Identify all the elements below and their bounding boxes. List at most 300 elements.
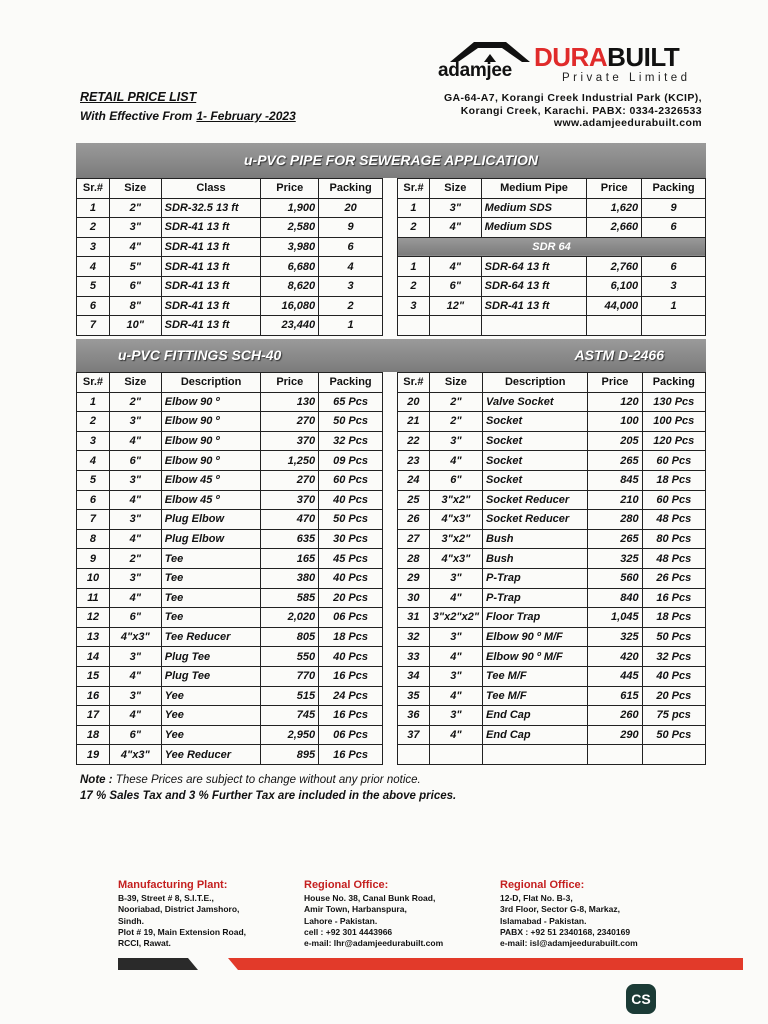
footer-line: Amir Town, Harbanspura, [304, 904, 407, 915]
table-cell: 6 [77, 296, 110, 316]
column-header: Size [109, 179, 161, 199]
column-header: Sr.# [77, 179, 110, 199]
table-cell: Yee Reducer [161, 745, 261, 765]
table-cell: 4"x3" [429, 510, 482, 530]
table-cell: 6" [429, 276, 481, 296]
table-cell: 130 Pcs [642, 392, 705, 412]
table-cell: 2,660 [587, 218, 642, 238]
table-row [398, 588, 706, 608]
table-cell: 4" [109, 706, 161, 726]
table-cell: Tee [161, 588, 261, 608]
table-cell: 270 [261, 412, 319, 432]
table-cell: 12 [77, 608, 110, 628]
table-cell: 3" [429, 431, 482, 451]
camscanner-badge-icon: CS [626, 984, 656, 1014]
table-row [398, 316, 706, 336]
table-cell: 2" [109, 198, 161, 218]
table-cell: 515 [261, 686, 319, 706]
table-cell: 3,980 [261, 237, 319, 257]
table-row [398, 392, 706, 412]
table-cell: Tee M/F [483, 666, 588, 686]
table-cell: 5" [109, 257, 161, 277]
table-cell: Elbow 90 º [161, 451, 261, 471]
table-header-row [77, 179, 383, 199]
table-cell: 100 Pcs [642, 412, 705, 432]
footer-line: PABX : +92 51 2340168, 2340169 [500, 926, 631, 937]
address-website: www.adamjeedurabuilt.com [553, 117, 702, 129]
table-cell: 9 [642, 198, 706, 218]
table-cell: 1,620 [587, 198, 642, 218]
table-cell: 4" [109, 529, 161, 549]
table-row [77, 647, 383, 667]
table-cell: 6" [109, 276, 161, 296]
table-cell: 1,900 [261, 198, 319, 218]
table-cell: SDR-32.5 13 ft [161, 198, 261, 218]
table-cell: 470 [261, 510, 319, 530]
footer-heading: Regional Office: [304, 879, 389, 891]
table-cell: Elbow 90 º M/F [483, 627, 588, 647]
table-row [398, 431, 706, 451]
column-header: Size [429, 373, 482, 393]
table-cell: 4" [429, 257, 481, 277]
table-cell: 4" [429, 451, 482, 471]
table-row [398, 725, 706, 745]
table-cell: 4 [77, 451, 110, 471]
table-row [77, 296, 383, 316]
table-cell: 290 [588, 725, 642, 745]
table-cell: 4" [109, 237, 161, 257]
sewerage-class-table [76, 178, 383, 336]
table-cell: Tee Reducer [161, 627, 261, 647]
table-cell: 840 [588, 588, 642, 608]
footer-line: Plot # 19, Main Extension Road, [118, 926, 246, 937]
footer-line: Lahore - Pakistan. [304, 915, 378, 926]
table-cell: Medium SDS [481, 198, 587, 218]
table-row [398, 490, 706, 510]
table-cell: 16 Pcs [319, 666, 383, 686]
table-cell: 6" [109, 608, 161, 628]
table-cell: 19 [77, 745, 110, 765]
table-row [77, 706, 383, 726]
table-cell: 6" [109, 725, 161, 745]
table-cell: 6,100 [587, 276, 642, 296]
table-cell: 29 [398, 568, 430, 588]
table-cell: 30 [398, 588, 430, 608]
table-cell: 9 [319, 218, 383, 238]
table-cell: 370 [261, 431, 319, 451]
sewerage-banner: u-PVC PIPE FOR SEWERAGE APPLICATION [76, 143, 706, 178]
table-cell: 4" [429, 588, 482, 608]
column-header: Packing [319, 373, 383, 393]
table-cell: 3 [319, 276, 383, 296]
table-row [398, 296, 706, 316]
table-cell: 4 [319, 257, 383, 277]
table-cell: 50 Pcs [319, 412, 383, 432]
table-cell: 445 [588, 666, 642, 686]
table-cell: 26 [398, 510, 430, 530]
table-cell: 3"x2"x2" [429, 608, 482, 628]
table-row [398, 666, 706, 686]
footer-regional-office-lahore [304, 880, 443, 949]
table-cell: 60 Pcs [319, 470, 383, 490]
table-cell: 1,250 [261, 451, 319, 471]
table-row [77, 257, 383, 277]
note-line-2: 17 % Sales Tax and 3 % Further Tax are included in the above prices. [80, 790, 457, 802]
table-row [77, 510, 383, 530]
column-header: Size [429, 179, 481, 199]
table-header-row [77, 373, 383, 393]
table-cell: 8,620 [261, 276, 319, 296]
table-cell: 2" [109, 549, 161, 569]
table-cell: 3" [109, 470, 161, 490]
table-cell: 33 [398, 647, 430, 667]
table-cell: 130 [261, 392, 319, 412]
table-cell: P-Trap [483, 588, 588, 608]
table-row [398, 276, 706, 296]
table-cell: 2 [398, 218, 430, 238]
table-cell: 3" [429, 198, 481, 218]
column-header: Price [587, 179, 642, 199]
table-cell: Elbow 90 º M/F [483, 647, 588, 667]
table-cell: 845 [588, 470, 642, 490]
footer-email[interactable]: e-mail: lhr@adamjeedurabuilt.com [304, 938, 444, 949]
table-row [77, 237, 383, 257]
table-cell: 6 [319, 237, 383, 257]
table-cell: 12" [429, 296, 481, 316]
table-cell: 3" [109, 568, 161, 588]
table-cell: 06 Pcs [319, 725, 383, 745]
table-cell: 2,760 [587, 257, 642, 277]
table-cell: 325 [588, 627, 642, 647]
table-cell: 265 [588, 529, 642, 549]
table-cell: 32 Pcs [642, 647, 705, 667]
table-cell: 4" [109, 490, 161, 510]
table-cell: 6" [429, 470, 482, 490]
table-cell: 3 [642, 276, 706, 296]
price-note [80, 772, 456, 804]
table-cell: SDR-41 13 ft [161, 316, 261, 336]
table-cell: 1 [642, 296, 706, 316]
table-cell: 2" [429, 412, 482, 432]
table-cell: Socket Reducer [483, 490, 588, 510]
table-cell: Bush [483, 529, 588, 549]
table-cell: 26 Pcs [642, 568, 705, 588]
table-cell: 4" [109, 666, 161, 686]
table-cell: 21 [398, 412, 430, 432]
column-header: Packing [642, 373, 705, 393]
table-row [398, 608, 706, 628]
table-row [77, 568, 383, 588]
table-cell: Socket Reducer [483, 510, 588, 530]
table-cell [642, 316, 706, 336]
table-cell: 15 [77, 666, 110, 686]
table-cell [429, 316, 481, 336]
table-row [77, 316, 383, 336]
table-row [77, 431, 383, 451]
table-cell: 40 Pcs [319, 568, 383, 588]
table-cell [398, 745, 430, 765]
footer-regional-office-islamabad [500, 880, 638, 949]
table-cell: 3 [398, 296, 430, 316]
table-cell: 16 Pcs [642, 588, 705, 608]
table-cell: 31 [398, 608, 430, 628]
table-cell: 4"x3" [109, 745, 161, 765]
table-cell: 50 Pcs [642, 627, 705, 647]
table-cell: 585 [261, 588, 319, 608]
column-header: Size [109, 373, 161, 393]
page-title: RETAIL PRICE LIST [80, 90, 197, 104]
table-cell: 6,680 [261, 257, 319, 277]
table-cell: 18 [77, 725, 110, 745]
table-cell: 16 [77, 686, 110, 706]
table-cell [642, 745, 705, 765]
table-cell: 770 [261, 666, 319, 686]
table-cell: 25 [398, 490, 430, 510]
table-row [398, 412, 706, 432]
table-cell: 3 [77, 237, 110, 257]
table-cell: 4" [429, 218, 481, 238]
table-cell: 260 [588, 706, 642, 726]
table-row [398, 745, 706, 765]
column-header: Price [261, 179, 319, 199]
table-cell: 18 Pcs [642, 470, 705, 490]
fittings-banner-title: u-PVC FITTINGS SCH-40 [118, 347, 282, 363]
table-cell: Valve Socket [483, 392, 588, 412]
table-cell [429, 745, 482, 765]
table-row [398, 198, 706, 218]
table-cell: 23 [398, 451, 430, 471]
table-cell: 17 [77, 706, 110, 726]
table-cell: Medium SDS [481, 218, 587, 238]
table-cell: 1 [77, 392, 110, 412]
table-row [398, 529, 706, 549]
table-row [77, 686, 383, 706]
table-cell [481, 316, 587, 336]
table-row [398, 451, 706, 471]
table-cell: 2 [77, 412, 110, 432]
table-cell: SDR-41 13 ft [161, 218, 261, 238]
table-cell: 2,020 [261, 608, 319, 628]
table-cell: Elbow 90 º [161, 392, 261, 412]
table-cell: 3" [109, 412, 161, 432]
table-cell: SDR-41 13 ft [161, 276, 261, 296]
table-cell: Yee [161, 706, 261, 726]
table-cell: 210 [588, 490, 642, 510]
table-row [77, 666, 383, 686]
table-cell: 560 [588, 568, 642, 588]
table-cell [588, 745, 642, 765]
table-cell: 24 [398, 470, 430, 490]
table-cell: Bush [483, 549, 588, 569]
table-row [77, 451, 383, 471]
table-cell: 20 Pcs [642, 686, 705, 706]
table-cell: 50 Pcs [319, 510, 383, 530]
table-cell: 5 [77, 470, 110, 490]
table-cell: Plug Elbow [161, 529, 261, 549]
table-cell: Socket [483, 412, 588, 432]
column-header: Sr.# [398, 373, 430, 393]
footer-line: cell : +92 301 4443966 [304, 926, 393, 937]
table-header-row [398, 373, 706, 393]
table-cell [483, 745, 588, 765]
table-cell: 3"x2" [429, 529, 482, 549]
table-cell: 20 [398, 392, 430, 412]
table-row [398, 257, 706, 277]
table-cell: 4"x3" [109, 627, 161, 647]
table-cell: 1 [398, 257, 430, 277]
table-cell: 265 [588, 451, 642, 471]
fittings-table-left [76, 372, 383, 765]
footer-line: Sindh. [118, 915, 144, 926]
table-cell: 120 [588, 392, 642, 412]
footer-line: Nooriabad, District Jamshoro, [118, 904, 240, 915]
table-cell: 370 [261, 490, 319, 510]
table-cell: 3 [77, 431, 110, 451]
table-cell: 20 Pcs [319, 588, 383, 608]
column-header: Packing [319, 179, 383, 199]
table-cell: Tee M/F [483, 686, 588, 706]
table-cell: 44,000 [587, 296, 642, 316]
table-row [398, 218, 706, 238]
footer-line: B-39, Street # 8, S.I.T.E., [118, 893, 214, 904]
table-cell: 8" [109, 296, 161, 316]
table-cell: SDR-64 13 ft [481, 276, 587, 296]
table-cell: 3" [429, 706, 482, 726]
table-cell: Plug Elbow [161, 510, 261, 530]
table-cell: 18 Pcs [319, 627, 383, 647]
table-row [77, 276, 383, 296]
table-row [398, 470, 706, 490]
table-cell: Plug Tee [161, 647, 261, 667]
table-cell: 40 Pcs [642, 666, 705, 686]
table-cell: 325 [588, 549, 642, 569]
table-cell: 23,440 [261, 316, 319, 336]
table-cell: 895 [261, 745, 319, 765]
table-cell: 16 Pcs [319, 706, 383, 726]
footer-line: 12-D, Flat No. B-3, [500, 893, 573, 904]
table-cell: 1 [398, 198, 430, 218]
table-cell: 35 [398, 686, 430, 706]
table-cell: Elbow 90 º [161, 412, 261, 432]
table-cell [587, 316, 642, 336]
table-cell: 10" [109, 316, 161, 336]
table-cell: 36 [398, 706, 430, 726]
table-row [398, 549, 706, 569]
column-header: Sr.# [77, 373, 110, 393]
table-cell: 3" [109, 686, 161, 706]
table-cell: 75 pcs [642, 706, 705, 726]
table-cell: 2 [398, 276, 430, 296]
table-cell: 4" [429, 686, 482, 706]
effective-date-line [80, 109, 296, 123]
table-cell: 3" [109, 510, 161, 530]
table-cell: Elbow 90 º [161, 431, 261, 451]
table-cell: Tee [161, 608, 261, 628]
table-cell: End Cap [483, 706, 588, 726]
table-cell: 6 [642, 218, 706, 238]
table-cell: 205 [588, 431, 642, 451]
table-row [77, 627, 383, 647]
table-cell: 30 Pcs [319, 529, 383, 549]
sdr64-label: SDR 64 [398, 237, 706, 257]
column-header: Packing [642, 179, 706, 199]
table-cell: 22 [398, 431, 430, 451]
address-line-2: Korangi Creek, Karachi. PABX: 0334-2326533 [460, 104, 702, 117]
brand-adamjee: adamjee [438, 60, 512, 81]
table-row [77, 588, 383, 608]
table-cell: 32 [398, 627, 430, 647]
column-header: Price [588, 373, 642, 393]
table-row [77, 529, 383, 549]
table-cell: 50 Pcs [642, 725, 705, 745]
table-cell: 3"x2" [429, 490, 482, 510]
table-cell: 745 [261, 706, 319, 726]
column-header: Medium Pipe [481, 179, 587, 199]
table-row [77, 725, 383, 745]
fittings-table-right [397, 372, 706, 765]
table-row [398, 686, 706, 706]
table-cell: 2" [429, 392, 482, 412]
table-cell: 5 [77, 276, 110, 296]
column-header: Description [161, 373, 261, 393]
table-cell: 3" [109, 647, 161, 667]
table-row [77, 218, 383, 238]
table-cell: 80 Pcs [642, 529, 705, 549]
table-cell: Floor Trap [483, 608, 588, 628]
table-cell: 550 [261, 647, 319, 667]
footer-stripe [118, 958, 743, 970]
footer-heading: Manufacturing Plant: [118, 879, 228, 891]
column-header: Sr.# [398, 179, 430, 199]
table-row [77, 745, 383, 765]
table-cell: 14 [77, 647, 110, 667]
table-cell: 4 [77, 257, 110, 277]
table-cell: 2" [109, 392, 161, 412]
footer-email[interactable]: e-mail: isl@adamjeedurabuilt.com [500, 938, 638, 949]
table-cell: 805 [261, 627, 319, 647]
table-cell: 4" [109, 431, 161, 451]
footer-line: House No. 38, Canal Bunk Road, [304, 893, 436, 904]
table-cell: 16 Pcs [319, 745, 383, 765]
table-cell: 13 [77, 627, 110, 647]
effective-label: With Effective From [80, 109, 193, 123]
column-header: Class [161, 179, 261, 199]
table-cell: 45 Pcs [319, 549, 383, 569]
fittings-banner [76, 339, 706, 372]
table-cell: 120 Pcs [642, 431, 705, 451]
column-header: Price [261, 373, 319, 393]
table-cell: 60 Pcs [642, 490, 705, 510]
table-cell: Socket [483, 451, 588, 471]
table-cell: Yee [161, 686, 261, 706]
table-cell: 40 Pcs [319, 490, 383, 510]
table-cell: 27 [398, 529, 430, 549]
footer-line: Islamabad - Pakistan. [500, 915, 587, 926]
table-row [77, 549, 383, 569]
table-cell: 9 [77, 549, 110, 569]
table-row [398, 627, 706, 647]
table-cell: 10 [77, 568, 110, 588]
table-cell: 1 [77, 198, 110, 218]
table-cell: 1,045 [588, 608, 642, 628]
table-cell: 06 Pcs [319, 608, 383, 628]
table-cell: 18 Pcs [642, 608, 705, 628]
table-cell: Elbow 45 º [161, 490, 261, 510]
table-cell [398, 316, 430, 336]
table-header-row [398, 179, 706, 199]
table-cell: Tee [161, 549, 261, 569]
table-cell: SDR-41 13 ft [161, 237, 261, 257]
